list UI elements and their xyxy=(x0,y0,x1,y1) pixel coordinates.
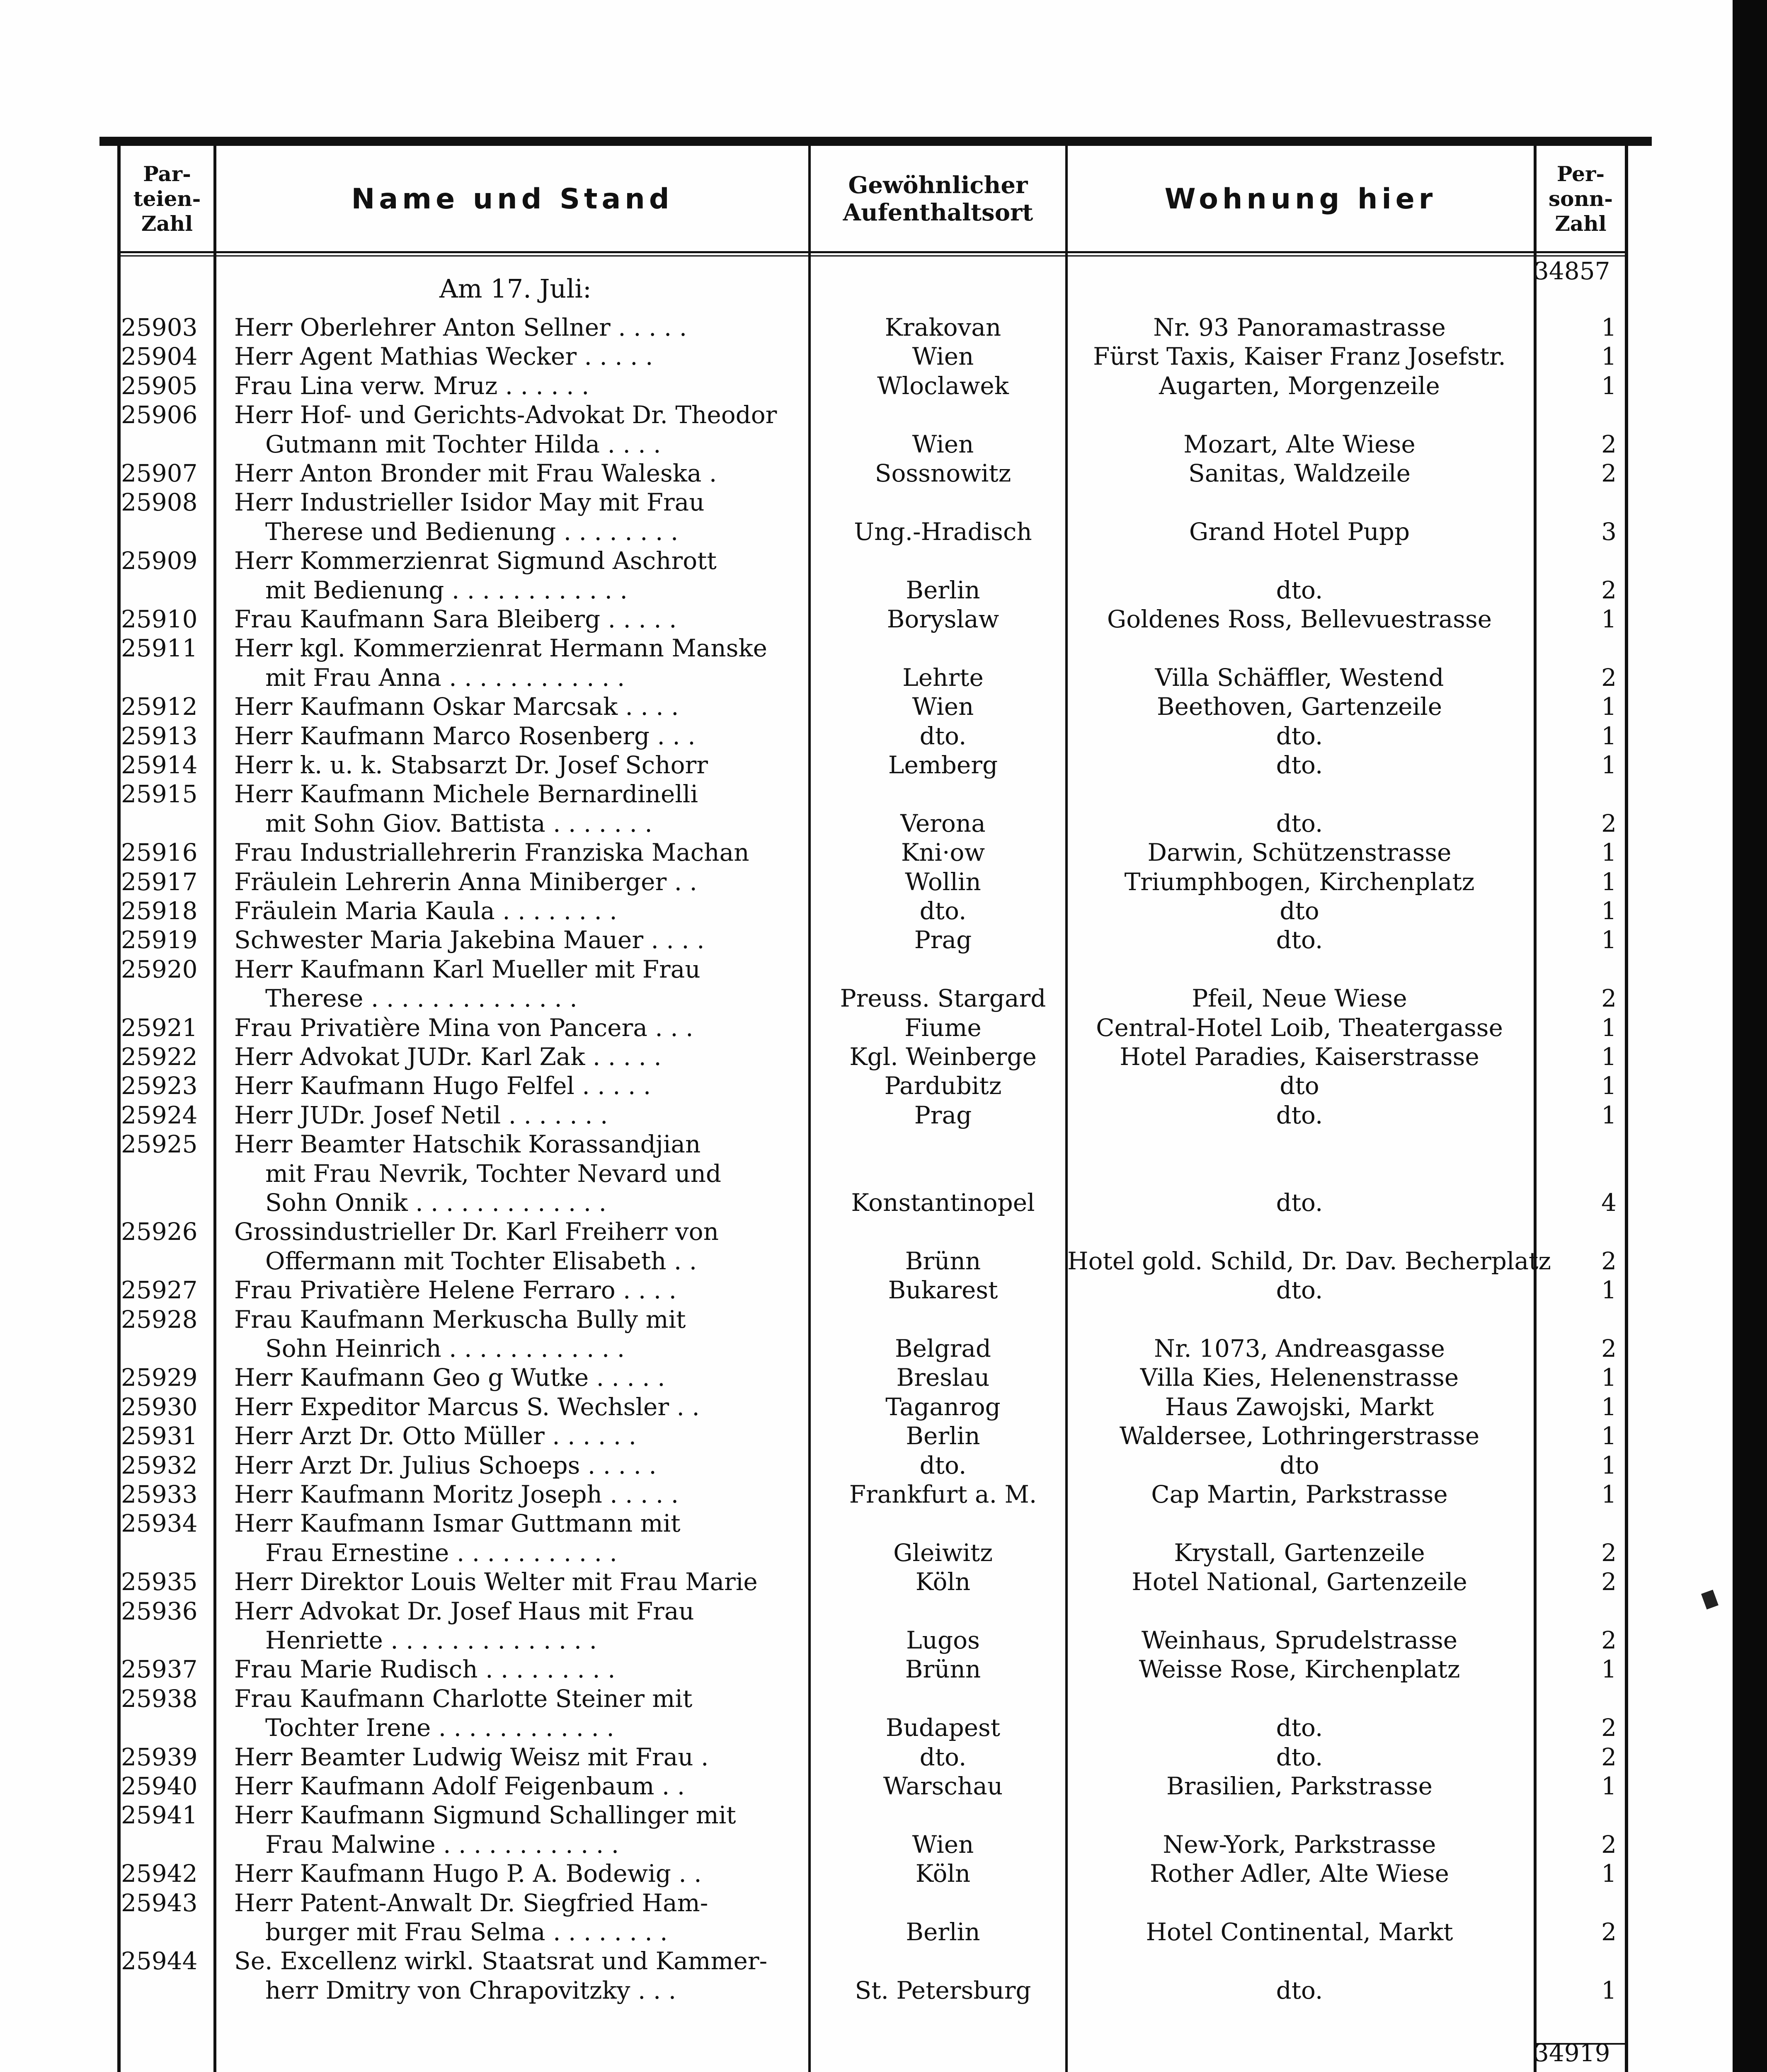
guest-name: Therese und Bedienung . . . . . . . . xyxy=(265,517,679,546)
lodging: dto. xyxy=(1276,576,1323,604)
lodging: Villa Schäffler, Westend xyxy=(1155,663,1444,692)
home-town: Wien xyxy=(912,692,974,721)
header-rule xyxy=(117,251,1628,253)
party-number: 25919 xyxy=(121,926,198,954)
lodging: Pfeil, Neue Wiese xyxy=(1192,984,1407,1013)
guest-name: Herr Kaufmann Karl Mueller mit Frau xyxy=(234,955,700,983)
guest-name: Herr Hof- und Gerichts-Advokat Dr. Theodor xyxy=(234,401,777,429)
table-row xyxy=(0,838,1733,867)
lodging: Nr. 1073, Andreasgasse xyxy=(1154,1334,1445,1363)
header-rule xyxy=(117,255,1628,257)
party-number: 25921 xyxy=(121,1013,198,1042)
guest-name: Se. Excellenz wirkl. Staatsrat und Kammer- xyxy=(234,1947,768,1975)
person-count: 1 xyxy=(1601,838,1617,867)
home-town: Warschau xyxy=(883,1772,1003,1800)
table-row xyxy=(0,1917,1733,1946)
table-row xyxy=(0,1392,1733,1421)
home-town: Brünn xyxy=(905,1247,981,1275)
party-number: 25910 xyxy=(121,605,198,633)
lodging: dto. xyxy=(1276,1714,1323,1742)
table-row xyxy=(0,1217,1733,1246)
home-town: Prag xyxy=(914,1101,972,1129)
table-row xyxy=(0,1159,1733,1188)
home-town: Gleiwitz xyxy=(893,1538,993,1567)
guest-name: burger mit Frau Selma . . . . . . . . xyxy=(265,1918,668,1946)
party-number: 25909 xyxy=(121,547,198,575)
home-town: Berlin xyxy=(906,1422,980,1450)
person-count: 2 xyxy=(1601,1743,1617,1771)
person-count: 2 xyxy=(1601,1714,1617,1742)
home-town: St. Petersburg xyxy=(855,1976,1031,2004)
table-row xyxy=(0,1655,1733,1684)
lodging: dto. xyxy=(1276,1188,1323,1217)
guest-name: Frau Industriallehrerin Franziska Machan xyxy=(234,838,749,867)
lodging: dto. xyxy=(1276,1976,1323,2004)
table-row xyxy=(0,1976,1733,2005)
person-count: 1 xyxy=(1601,1422,1617,1450)
party-number: 25923 xyxy=(121,1072,198,1100)
home-town: Berlin xyxy=(906,576,980,604)
home-town: Wien xyxy=(912,342,974,371)
table-row xyxy=(0,955,1733,984)
party-number: 25935 xyxy=(121,1568,198,1596)
person-count: 2 xyxy=(1601,663,1617,692)
person-count: 1 xyxy=(1601,1072,1617,1100)
guest-name: Frau Kaufmann Sara Bleiberg . . . . . xyxy=(234,605,677,633)
lodging: Triumphbogen, Kirchenplatz xyxy=(1124,867,1475,896)
party-number: 25915 xyxy=(121,780,198,808)
party-number: 25926 xyxy=(121,1218,198,1246)
guest-name: Fräulein Lehrerin Anna Miniberger . . xyxy=(234,867,697,896)
guest-name: Herr Kaufmann Ismar Guttmann mit xyxy=(234,1509,681,1538)
guest-name: Frau Privatière Helene Ferraro . . . . xyxy=(234,1276,677,1305)
guest-name: Frau Kaufmann Charlotte Steiner mit xyxy=(234,1684,693,1713)
table-row xyxy=(0,1421,1733,1450)
guest-name: mit Frau Anna . . . . . . . . . . . . xyxy=(265,663,625,692)
party-number: 25929 xyxy=(121,1363,198,1392)
person-count: 1 xyxy=(1601,692,1617,721)
person-count: 2 xyxy=(1601,1568,1617,1596)
person-count: 2 xyxy=(1601,576,1617,604)
party-number: 25924 xyxy=(121,1101,198,1129)
table-row xyxy=(0,459,1733,488)
guest-name: Herr Kaufmann Adolf Feigenbaum . . xyxy=(234,1772,685,1800)
table-row xyxy=(0,1888,1733,1917)
guest-name: Herr Expeditor Marcus S. Wechsler . . xyxy=(234,1392,700,1421)
person-count: 1 xyxy=(1601,1363,1617,1392)
table-row xyxy=(0,750,1733,779)
lodging: Hotel Continental, Markt xyxy=(1146,1918,1453,1946)
party-number: 25903 xyxy=(121,313,198,341)
guest-name: Herr Kommerzienrat Sigmund Aschrott xyxy=(234,547,717,575)
party-number: 25944 xyxy=(121,1947,198,1975)
party-number: 25913 xyxy=(121,721,198,750)
guest-name: Frau Ernestine . . . . . . . . . . . xyxy=(265,1538,617,1567)
person-count: 1 xyxy=(1601,1451,1617,1479)
person-count: 1 xyxy=(1601,371,1617,400)
party-number: 25914 xyxy=(121,751,198,779)
table-row xyxy=(0,1859,1733,1888)
guest-name: Frau Privatière Mina von Pancera . . . xyxy=(234,1013,693,1042)
person-count: 3 xyxy=(1601,517,1617,546)
party-number: 25907 xyxy=(121,459,198,487)
person-count: 1 xyxy=(1601,1859,1617,1888)
guest-name: Herr Kaufmann Michele Bernardinelli xyxy=(234,780,698,808)
person-count: 1 xyxy=(1601,1276,1617,1305)
person-count: 1 xyxy=(1601,926,1617,954)
lodging: dto. xyxy=(1276,809,1323,838)
lodging: Hotel gold. Schild, Dr. Dav. Becherplatz xyxy=(1067,1247,1551,1275)
person-count: 1 xyxy=(1601,1655,1617,1684)
person-count: 2 xyxy=(1601,1918,1617,1946)
home-town: Köln xyxy=(915,1568,971,1596)
party-number: 25934 xyxy=(121,1509,198,1538)
home-town: Preuss. Stargard xyxy=(840,984,1046,1013)
party-number: 25939 xyxy=(121,1743,198,1771)
home-town: Konstantinopel xyxy=(851,1188,1035,1217)
home-town: Köln xyxy=(915,1859,971,1888)
lodging: Central-Hotel Loib, Theatergasse xyxy=(1096,1013,1503,1042)
guest-name: Offermann mit Tochter Elisabeth . . xyxy=(265,1247,697,1275)
lodging: New-York, Parkstrasse xyxy=(1163,1830,1436,1859)
lodging: dto xyxy=(1280,1072,1319,1100)
lodging: Brasilien, Parkstrasse xyxy=(1166,1772,1433,1800)
party-number: 25932 xyxy=(121,1451,198,1479)
guest-name: mit Sohn Giov. Battista . . . . . . . xyxy=(265,809,652,838)
party-number: 25904 xyxy=(121,342,198,371)
person-count: 2 xyxy=(1601,984,1617,1013)
table-row xyxy=(0,342,1733,371)
table-row xyxy=(0,1567,1733,1596)
home-town: Lemberg xyxy=(888,751,998,779)
table-row xyxy=(0,1946,1733,1975)
table-row xyxy=(0,779,1733,808)
person-count: 2 xyxy=(1601,809,1617,838)
table-row xyxy=(0,1071,1733,1100)
scan-edge xyxy=(1733,0,1767,2072)
guest-name: Herr Kaufmann Moritz Joseph . . . . . xyxy=(234,1480,679,1508)
table-row xyxy=(0,721,1733,750)
party-number: 25927 xyxy=(121,1276,198,1305)
guest-name: Herr Oberlehrer Anton Sellner . . . . . xyxy=(234,313,687,341)
person-count: 2 xyxy=(1601,1626,1617,1654)
party-number: 25920 xyxy=(121,955,198,983)
lodging: Fürst Taxis, Kaiser Franz Josefstr. xyxy=(1093,342,1506,371)
person-count: 1 xyxy=(1601,1101,1617,1129)
party-number: 25925 xyxy=(121,1130,198,1159)
guest-name: Fräulein Maria Kaula . . . . . . . . xyxy=(234,897,617,925)
person-count: 1 xyxy=(1601,1480,1617,1508)
home-town: dto. xyxy=(919,1743,967,1771)
person-count: 1 xyxy=(1601,897,1617,925)
table-row xyxy=(0,430,1733,459)
party-number: 25936 xyxy=(121,1597,198,1625)
lodging: Waldersee, Lothringerstrasse xyxy=(1119,1422,1480,1450)
lodging: dto xyxy=(1280,897,1319,925)
home-town: Taganrog xyxy=(885,1392,1001,1421)
home-town: Lehrte xyxy=(902,663,984,692)
guest-name: herr Dmitry von Chrapovitzky . . . xyxy=(265,1976,676,2004)
home-town: Kni·ow xyxy=(901,838,985,867)
table-row xyxy=(0,1334,1733,1363)
lodging: Grand Hotel Pupp xyxy=(1189,517,1410,546)
guest-name: Herr JUDr. Josef Netil . . . . . . . xyxy=(234,1101,608,1129)
lodging: Rother Adler, Alte Wiese xyxy=(1150,1859,1449,1888)
table-row xyxy=(0,371,1733,400)
guest-name: Sohn Heinrich . . . . . . . . . . . . xyxy=(265,1334,625,1363)
table-row xyxy=(0,1743,1733,1772)
date-heading: Am 17. Juli: xyxy=(439,274,591,304)
person-count: 1 xyxy=(1601,605,1617,633)
lodging: Goldenes Ross, Bellevuestrasse xyxy=(1107,605,1492,633)
home-town: Lugos xyxy=(906,1626,980,1654)
guest-name: Herr Kaufmann Marco Rosenberg . . . xyxy=(234,721,696,750)
home-town: Prag xyxy=(914,926,972,954)
party-number: 25933 xyxy=(121,1480,198,1508)
table-row xyxy=(0,1101,1733,1130)
lodging: Sanitas, Waldzeile xyxy=(1188,459,1411,487)
table-row xyxy=(0,1451,1733,1480)
table-row xyxy=(0,1713,1733,1742)
party-number: 25905 xyxy=(121,371,198,400)
guest-name: Herr Agent Mathias Wecker . . . . . xyxy=(234,342,653,371)
party-number: 25938 xyxy=(121,1684,198,1713)
guest-name: Tochter Irene . . . . . . . . . . . . xyxy=(265,1714,614,1742)
header-name-und-stand: Name und Stand xyxy=(351,182,674,215)
header-parteien-zahl: Par- teien- Zahl xyxy=(133,162,201,236)
person-count: 2 xyxy=(1601,459,1617,487)
lodging: dto. xyxy=(1276,721,1323,750)
guest-name: Herr Arzt Dr. Julius Schoeps . . . . . xyxy=(234,1451,657,1479)
table-row xyxy=(0,1247,1733,1276)
guest-name: Schwester Maria Jakebina Mauer . . . . xyxy=(234,926,705,954)
table-row xyxy=(0,634,1733,663)
guest-name: Herr Arzt Dr. Otto Müller . . . . . . xyxy=(234,1422,637,1450)
guest-name: Herr Kaufmann Geo g Wutke . . . . . xyxy=(234,1363,665,1392)
home-town: dto. xyxy=(919,897,967,925)
lodging: dto. xyxy=(1276,1101,1323,1129)
home-town: Verona xyxy=(900,809,986,838)
guest-name: Frau Kaufmann Merkuscha Bully mit xyxy=(234,1305,686,1334)
party-number: 25912 xyxy=(121,692,198,721)
home-town: Fiume xyxy=(904,1013,982,1042)
guest-name: Herr Anton Bronder mit Frau Waleska . xyxy=(234,459,717,487)
person-count: 2 xyxy=(1601,1538,1617,1567)
table-row xyxy=(0,1480,1733,1509)
person-count: 1 xyxy=(1601,1043,1617,1071)
header-personen-zahl: Per- sonn- Zahl xyxy=(1549,162,1613,236)
home-town: Bukarest xyxy=(888,1276,998,1305)
lodging: Hotel Paradies, Kaiserstrasse xyxy=(1120,1043,1479,1071)
lodging: dto. xyxy=(1276,751,1323,779)
party-number: 25922 xyxy=(121,1043,198,1071)
home-town: Sossnowitz xyxy=(875,459,1011,487)
person-count: 1 xyxy=(1601,1772,1617,1800)
person-count: 2 xyxy=(1601,1334,1617,1363)
lodging: Krystall, Gartenzeile xyxy=(1174,1538,1425,1567)
party-number: 25911 xyxy=(121,634,198,663)
table-row xyxy=(0,1276,1733,1305)
table-row xyxy=(0,1830,1733,1859)
lodging: Beethoven, Gartenzeile xyxy=(1156,692,1442,721)
lodging: Mozart, Alte Wiese xyxy=(1183,430,1416,458)
home-town: Ung.-Hradisch xyxy=(854,517,1032,546)
table-row xyxy=(0,1042,1733,1071)
guest-name: mit Bedienung . . . . . . . . . . . . xyxy=(265,576,628,604)
guest-name: Herr Kaufmann Hugo Felfel . . . . . xyxy=(234,1072,651,1100)
table-row xyxy=(0,925,1733,954)
guest-name: mit Frau Nevrik, Tochter Nevard und xyxy=(265,1159,722,1188)
lodging: dto. xyxy=(1276,1276,1323,1305)
table-row xyxy=(0,1188,1733,1217)
home-town: Pardubitz xyxy=(884,1072,1002,1100)
table-row xyxy=(0,546,1733,575)
party-number: 25930 xyxy=(121,1392,198,1421)
party-number: 25943 xyxy=(121,1888,198,1917)
guest-name: Herr Beamter Ludwig Weisz mit Frau . xyxy=(234,1743,709,1771)
table-row xyxy=(0,867,1733,896)
lodging: dto. xyxy=(1276,1743,1323,1771)
lodging: Cap Martin, Parkstrasse xyxy=(1151,1480,1448,1508)
home-town: Brünn xyxy=(905,1655,981,1684)
header-wohnung-hier: Wohnung hier xyxy=(1164,182,1437,215)
table-row xyxy=(0,663,1733,692)
table-row xyxy=(0,313,1733,342)
table-row xyxy=(0,1626,1733,1655)
table-row xyxy=(0,1130,1733,1159)
guest-name: Herr Advokat JUDr. Karl Zak . . . . . xyxy=(234,1043,662,1071)
table-row xyxy=(0,809,1733,838)
guest-name: Frau Lina verw. Mruz . . . . . . xyxy=(234,371,589,400)
table-row xyxy=(0,1801,1733,1830)
table-row xyxy=(0,1597,1733,1626)
guest-name: Herr Advokat Dr. Josef Haus mit Frau xyxy=(234,1597,694,1625)
guest-name: Herr k. u. k. Stabsarzt Dr. Josef Schorr xyxy=(234,751,708,779)
guest-name: Herr Kaufmann Sigmund Schallinger mit xyxy=(234,1801,736,1830)
lodging: Darwin, Schützenstrasse xyxy=(1147,838,1452,867)
lodging: Weinhaus, Sprudelstrasse xyxy=(1141,1626,1458,1654)
lodging: dto. xyxy=(1276,926,1323,954)
home-town: Wloclawek xyxy=(877,371,1009,400)
home-town: Krakovan xyxy=(885,313,1001,341)
table-row xyxy=(0,1305,1733,1334)
table-row xyxy=(0,605,1733,634)
table-row xyxy=(0,576,1733,605)
party-number: 25941 xyxy=(121,1801,198,1830)
lodging: Hotel National, Gartenzeile xyxy=(1132,1568,1467,1596)
person-count: 1 xyxy=(1601,342,1617,371)
home-town: Budapest xyxy=(885,1714,1001,1742)
home-town: Wollin xyxy=(905,867,981,896)
person-count: 1 xyxy=(1601,1392,1617,1421)
table-row xyxy=(0,692,1733,721)
party-number: 25940 xyxy=(121,1772,198,1800)
header-aufenthaltsort: Gewöhnlicher Aufenthaltsort xyxy=(843,172,1033,226)
table-row xyxy=(0,488,1733,517)
guest-name: Herr Beamter Hatschik Korassandjian xyxy=(234,1130,701,1159)
guest-name: Therese . . . . . . . . . . . . . . xyxy=(265,984,577,1013)
party-number: 25942 xyxy=(121,1859,198,1888)
guest-name: Herr kgl. Kommerzienrat Hermann Manske xyxy=(234,634,767,663)
home-town: Boryslaw xyxy=(887,605,999,633)
person-count: 2 xyxy=(1601,1247,1617,1275)
guest-name: Frau Marie Rudisch . . . . . . . . . xyxy=(234,1655,616,1684)
party-number: 25918 xyxy=(121,897,198,925)
home-town: Kgl. Weinberge xyxy=(849,1043,1037,1071)
lodging: Villa Kies, Helenenstrasse xyxy=(1140,1363,1459,1392)
person-count: 1 xyxy=(1601,1013,1617,1042)
home-town: Breslau xyxy=(896,1363,990,1392)
home-town: Berlin xyxy=(906,1918,980,1946)
guest-name: Herr Patent-Anwalt Dr. Siegfried Ham- xyxy=(234,1888,708,1917)
table-row xyxy=(0,1772,1733,1801)
total-start: 34857 xyxy=(1534,257,1610,285)
person-count: 2 xyxy=(1601,430,1617,458)
guest-name: Frau Malwine . . . . . . . . . . . . xyxy=(265,1830,619,1859)
guest-name: Sohn Onnik . . . . . . . . . . . . . xyxy=(265,1188,607,1217)
lodging: Haus Zawojski, Markt xyxy=(1165,1392,1434,1421)
home-town: dto. xyxy=(919,1451,967,1479)
party-number: 25908 xyxy=(121,488,198,517)
lodging: Weisse Rose, Kirchenplatz xyxy=(1139,1655,1460,1684)
guest-name: Grossindustrieller Dr. Karl Freiherr von xyxy=(234,1218,719,1246)
home-town: Frankfurt a. M. xyxy=(849,1480,1037,1508)
party-number: 25916 xyxy=(121,838,198,867)
party-number: 25928 xyxy=(121,1305,198,1334)
table-row xyxy=(0,400,1733,429)
guest-name: Herr Kaufmann Oskar Marcsak . . . . xyxy=(234,692,679,721)
lodging: Augarten, Morgenzeile xyxy=(1159,371,1440,400)
person-count: 1 xyxy=(1601,313,1617,341)
lodging: dto xyxy=(1280,1451,1319,1479)
guest-name: Gutmann mit Tochter Hilda . . . . xyxy=(265,430,661,458)
guest-name: Herr Industrieller Isidor May mit Frau xyxy=(234,488,705,517)
lodging: Nr. 93 Panoramastrasse xyxy=(1153,313,1446,341)
table-row xyxy=(0,1363,1733,1392)
person-count: 4 xyxy=(1601,1188,1617,1217)
guest-name: Herr Kaufmann Hugo P. A. Bodewig . . xyxy=(234,1859,702,1888)
home-town: Wien xyxy=(912,1830,974,1859)
person-count: 1 xyxy=(1601,751,1617,779)
person-count: 1 xyxy=(1601,721,1617,750)
home-town: Wien xyxy=(912,430,974,458)
table-row xyxy=(0,517,1733,546)
home-town: dto. xyxy=(919,721,967,750)
table-row xyxy=(0,1509,1733,1538)
table-row xyxy=(0,1684,1733,1713)
table-row xyxy=(0,1013,1733,1042)
party-number: 25931 xyxy=(121,1422,198,1450)
guest-name: Herr Direktor Louis Welter mit Frau Marie xyxy=(234,1568,758,1596)
table-row xyxy=(0,1538,1733,1567)
top-rule xyxy=(99,137,1652,146)
party-number: 25937 xyxy=(121,1655,198,1684)
table-row xyxy=(0,984,1733,1013)
person-count: 1 xyxy=(1601,1976,1617,2004)
person-count: 2 xyxy=(1601,1830,1617,1859)
party-number: 25917 xyxy=(121,867,198,896)
person-count: 1 xyxy=(1601,867,1617,896)
table-row xyxy=(0,896,1733,925)
party-number: 25906 xyxy=(121,401,198,429)
home-town: Belgrad xyxy=(894,1334,991,1363)
guest-name: Henriette . . . . . . . . . . . . . . xyxy=(265,1626,597,1654)
total-end: 34919 xyxy=(1534,2039,1610,2067)
